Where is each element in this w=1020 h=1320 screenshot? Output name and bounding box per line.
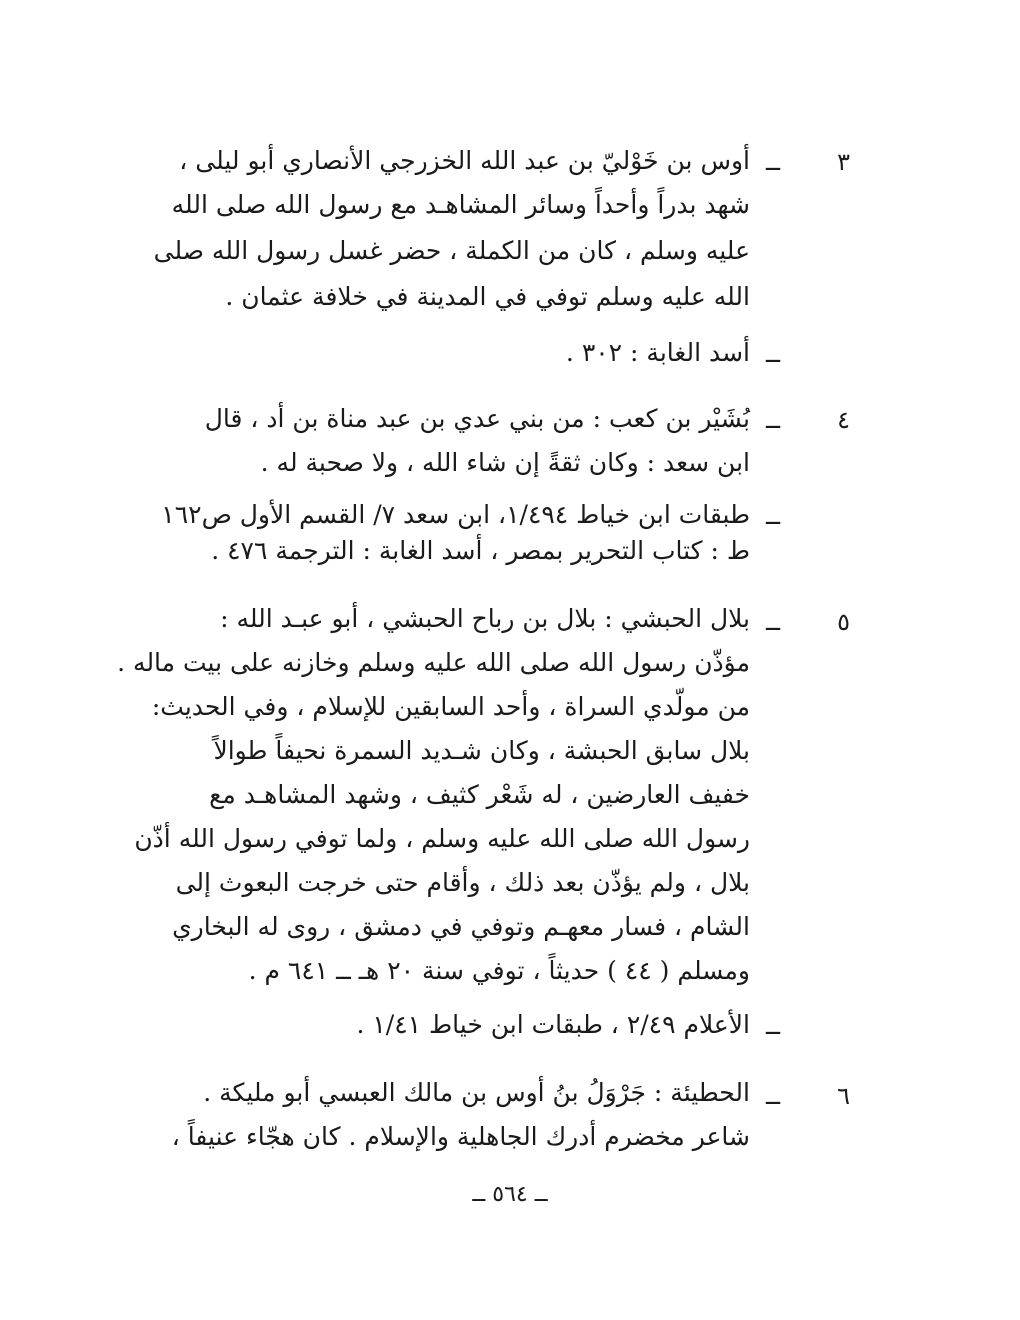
reference-line: الأعلام ٢/٤٩ ، طبقات ابن خياط ١/٤١ . [356,1010,750,1039]
entry-text-line: الله عليه وسلم توفي في المدينة في خلافة عثمان . [225,282,750,311]
entry-4 [150,398,850,578]
reference-line: أسد الغابة : ٣٠٢ . [565,338,750,367]
entry-dash: ــ [765,608,780,636]
reference-dash: ــ [765,502,780,530]
entry-number: ٥ [837,608,850,636]
entry-text-line: الحطيئة : جَرْوَلُ بنُ أوس بن مالك العبسي أبو مليكة . [203,1078,750,1107]
reference-line: طبقات ابن خياط ١/٤٩٤، ابن سعد ٧/ القسم الأول ص١٦٢ [161,500,750,529]
entry-dash: ــ [765,1082,780,1110]
entry-text-line: رسول الله صلى الله عليه وسلم ، ولما توفي رسول الله أذّن [134,824,750,853]
entry-text-line: بُشَيْر بن كعب : من بني عدي بن عبد مناة بن أد ، قال [204,404,750,433]
entry-text-line: عليه وسلم ، كان من الكملة ، حضر غسل رسول الله صلى [153,236,750,265]
page-number: ــ ٥٦٤ ــ [472,1182,548,1207]
entry-text-line: مؤذّن رسول الله صلى الله عليه وسلم وخازنه على بيت ماله . [117,648,750,677]
entry-number: ٦ [837,1082,850,1110]
entry-text-line: من مولّدي السراة ، وأحد السابقين للإسلام ، وفي الحديث: [151,692,750,721]
entry-text-line: ابن سعد : وكان ثقةً إن شاء الله ، ولا صحبة له . [260,448,750,477]
entry-text-line: خفيف العارضين ، له شَعْر كثيف ، وشهد المشاهـد مع [209,780,750,809]
entry-5 [117,598,850,1048]
entry-number: ٣ [837,148,850,176]
reference-dash: ــ [765,340,780,368]
entry-text-line: شاعر مخضرم أدرك الجاهلية والإسلام . كان هجّاء عنيفاً ، [171,1122,750,1151]
entry-text-line: بلال ، ولم يؤذّن بعد ذلك ، وأقام حتى خرجت البعوث إلى [175,868,750,897]
entry-3 [150,140,850,370]
entry-dash: ــ [765,406,780,434]
entry-text-line: ومسلم ( ٤٤ ) حديثاً ، توفي سنة ٢٠ هـ ــ ٦٤١ م . [248,956,750,985]
reference-dash: ــ [765,1012,780,1040]
entry-text-line: بلال الحبشي : بلال بن رباح الحبشي ، أبو عبـد الله : [220,604,750,633]
entry-text-line: شهد بدراً وأحداً وسائر المشاهـد مع رسول الله صلى الله [171,190,750,219]
entry-text-line: أوس بن خَوْليّ بن عبد الله الخزرجي الأنصاري أبو ليلى ، [179,146,750,175]
reference-line: ط : كتاب التحرير بمصر ، أسد الغابة : الترجمة ٤٧٦ . [211,536,750,565]
entry-text-line: بلال سابق الحبشة ، وكان شـديد السمرة نحيفاً طوالاً [213,736,750,765]
entry-6 [150,1072,850,1162]
entry-number: ٤ [837,406,850,434]
entry-dash: ــ [765,148,780,176]
entry-text-line: الشام ، فسار معهـم وتوفي في دمشق ، روى له البخاري [172,912,750,941]
